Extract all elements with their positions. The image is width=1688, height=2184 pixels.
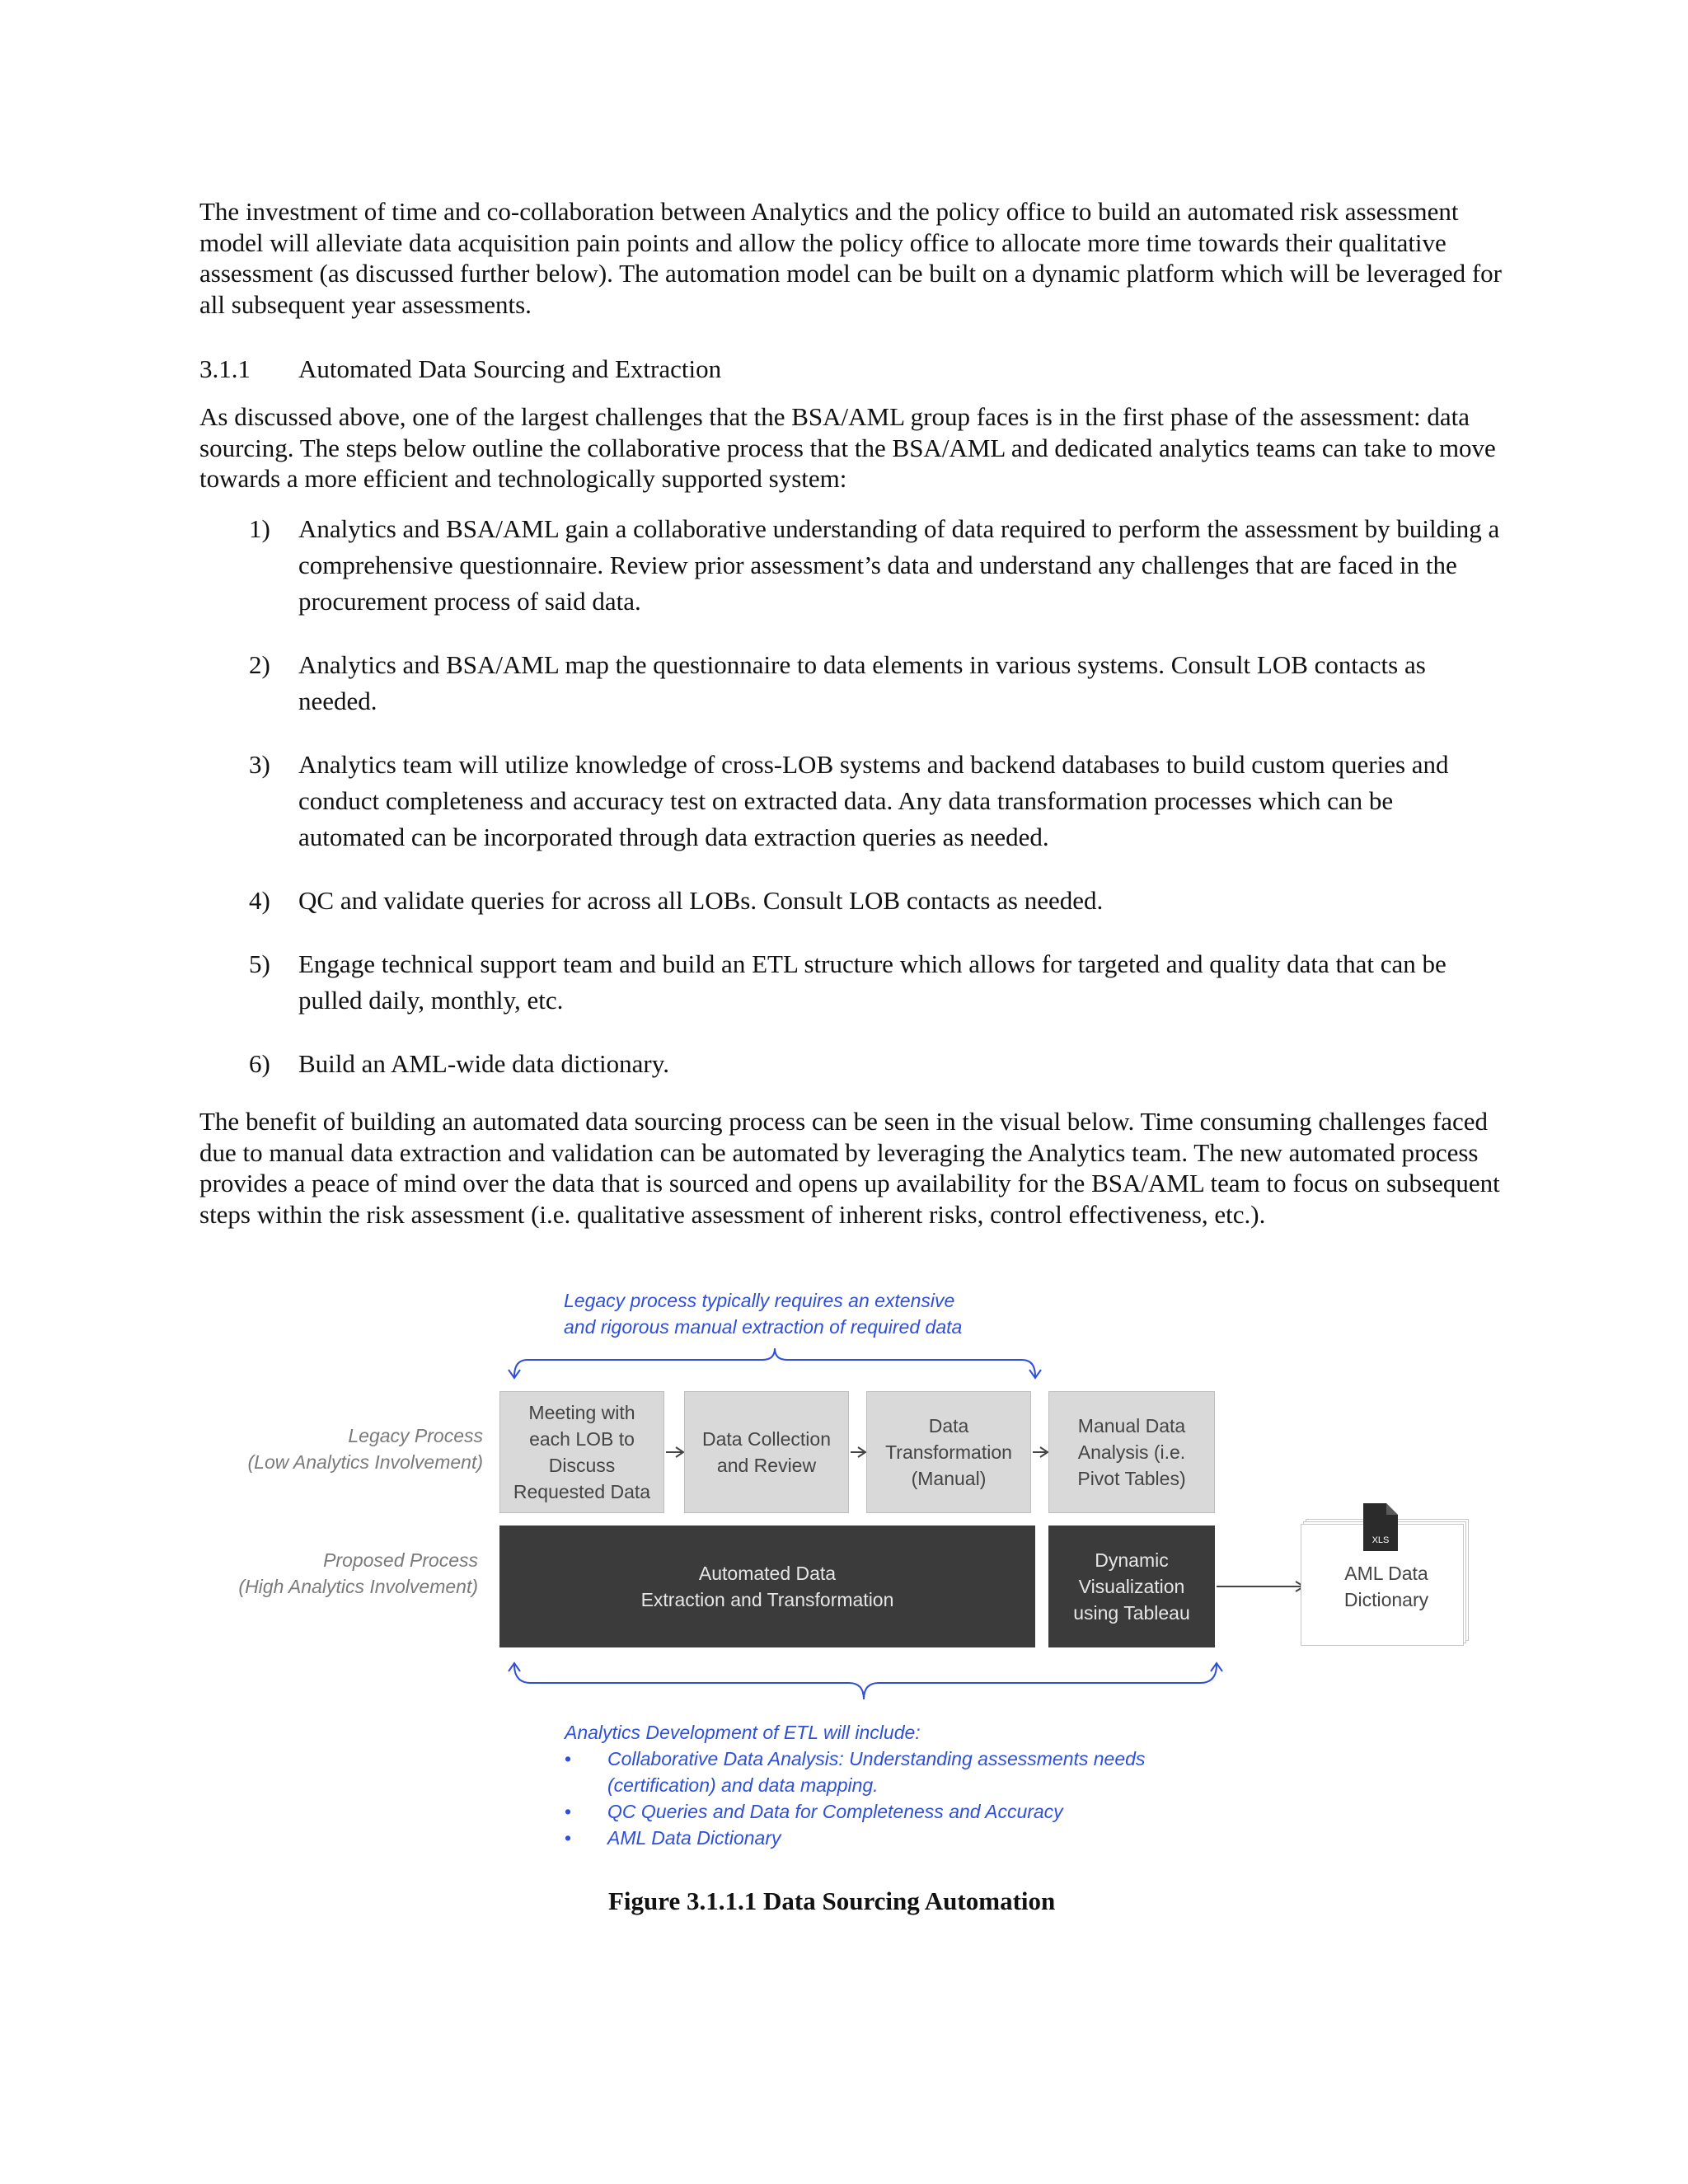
box-line: Analysis (i.e. <box>1077 1441 1186 1463</box>
box-line: Data Collection <box>702 1428 831 1450</box>
list-item-text: Analytics and BSA/AML gain a collaborative understanding of data required to perform the assessment by building a comprehensive questionnaire. Review prior assessment’s data and understand any challenges that are faced in the procurement process of said data. <box>298 514 1500 616</box>
box-line: Extraction and Transformation <box>640 1589 894 1610</box>
section-number: 3.1.1 <box>199 354 251 383</box>
box-line: Data <box>928 1415 969 1436</box>
data-collection-box <box>684 1391 849 1513</box>
bullet: • <box>565 1827 572 1849</box>
list-marker: 2) <box>249 650 270 679</box>
xls-badge-text: XLS <box>1372 1535 1390 1545</box>
callout-line: Legacy process typically requires an extensive <box>564 1290 955 1311</box>
list-item <box>565 1746 1240 1798</box>
list-item-text: QC and validate queries for across all LOBs. Consult LOB contacts as needed. <box>298 886 1104 915</box>
box-line: Requested Data <box>513 1481 651 1502</box>
dynamic-visualization-box <box>1048 1526 1215 1647</box>
top-brace <box>514 1348 1035 1376</box>
meeting-lob-box <box>499 1391 664 1513</box>
box-line: Transformation <box>885 1441 1012 1463</box>
list-item-text: Analytics and BSA/AML map the questionnaire to data elements in various systems. Consult LOB contacts as needed. <box>298 650 1426 715</box>
label-line: (Low Analytics Involvement) <box>247 1451 483 1473</box>
data-transformation-box <box>866 1391 1031 1513</box>
proposed-process-label <box>148 1547 478 1600</box>
section-title: Automated Data Sourcing and Extraction <box>298 354 722 383</box>
figure-caption: Figure 3.1.1.1 Data Sourcing Automation <box>608 1886 1056 1915</box>
list-item-text: Collaborative Data Analysis: Understanding assessments needs <box>607 1748 1146 1769</box>
etl-callout <box>565 1719 1240 1851</box>
bullet: • <box>565 1748 572 1769</box>
list-item-text: (certification) and data mapping. <box>607 1774 879 1796</box>
list-item-text: QC Queries and Data for Completeness and Accuracy <box>607 1801 1063 1822</box>
label-line: AML Data <box>1344 1563 1428 1584</box>
box-line: Visualization <box>1078 1576 1185 1597</box>
list-marker: 5) <box>249 949 270 978</box>
box-line: Pivot Tables) <box>1077 1468 1186 1489</box>
box-line: Meeting with <box>528 1402 635 1423</box>
bottom-brace <box>514 1665 1217 1699</box>
sourcing-paragraph: As discussed above, one of the largest challenges that the BSA/AML group faces is in the first phase of the assessment: data sourcing. The steps below outline the collaborative process that the BSA/AML and dedicated analytics teams can take to move towards a more efficient and technologically supported system: <box>199 402 1496 493</box>
callout-line: and rigorous manual extraction of required data <box>564 1316 963 1338</box>
xls-file-icon <box>1362 1502 1400 1553</box>
box-line: each LOB to <box>529 1428 635 1450</box>
automated-extraction-box <box>499 1526 1035 1647</box>
box-line: using Tableau <box>1073 1602 1190 1624</box>
legacy-process-label <box>153 1422 483 1475</box>
list-item <box>565 1825 1240 1851</box>
list-marker: 4) <box>249 886 270 915</box>
list-marker: 6) <box>249 1049 270 1078</box>
benefit-paragraph: The benefit of building an automated data sourcing process can be seen in the visual below. Time consuming challenges faced due to manual data extraction and validation can be automated by leveraging the Analytics team. The new automated process provides a peace of mind over the data that is sourced and opens up availability for the BSA/AML team to focus on subsequent steps within the risk assessment (i.e. qualitative assessment of inherent risks, control effectiveness, etc.). <box>199 1107 1500 1229</box>
data-dictionary-label <box>1305 1560 1468 1613</box>
box-line: Discuss <box>548 1455 616 1476</box>
label-line: Legacy Process <box>348 1425 483 1446</box>
manual-analysis-box <box>1048 1391 1215 1513</box>
label-line: Dictionary <box>1343 1589 1429 1610</box>
label-line: Proposed Process <box>323 1549 478 1571</box>
box-line: (Manual) <box>911 1468 987 1489</box>
box-line: Automated Data <box>698 1563 837 1584</box>
list-marker: 1) <box>249 514 270 543</box>
list-marker: 3) <box>249 750 270 779</box>
list-item-text: Build an AML-wide data dictionary. <box>298 1049 669 1078</box>
box-line: Manual Data <box>1077 1415 1186 1436</box>
label-line: (High Analytics Involvement) <box>238 1576 478 1597</box>
callout-title: Analytics Development of ETL will include: <box>565 1722 921 1743</box>
list-item <box>565 1798 1240 1825</box>
list-item-text: Engage technical support team and build an ETL structure which allows for targeted and quality data that can be pulled daily, monthly, etc. <box>298 949 1447 1015</box>
list-item-text: Analytics team will utilize knowledge of cross-LOB systems and backend databases to build custom queries and conduct completeness and accuracy test on extracted data. Any data transformation processes which can be automated can be incorporated through data extraction queries as needed. <box>298 750 1449 851</box>
list-item-text: AML Data Dictionary <box>607 1827 781 1849</box>
bullet: • <box>565 1801 572 1822</box>
box-line: Dynamic <box>1095 1549 1169 1571</box>
intro-paragraph: The investment of time and co-collaboration between Analytics and the policy office to build an automated risk assessment model will alleviate data acquisition pain points and allow the policy office to allocate more time towards their qualitative assessment (as discussed further below). The automation model can be built on a dynamic platform which will be leveraged for all subsequent year assessments. <box>199 197 1502 319</box>
box-line: and Review <box>716 1455 817 1476</box>
etl-list <box>565 1746 1240 1851</box>
